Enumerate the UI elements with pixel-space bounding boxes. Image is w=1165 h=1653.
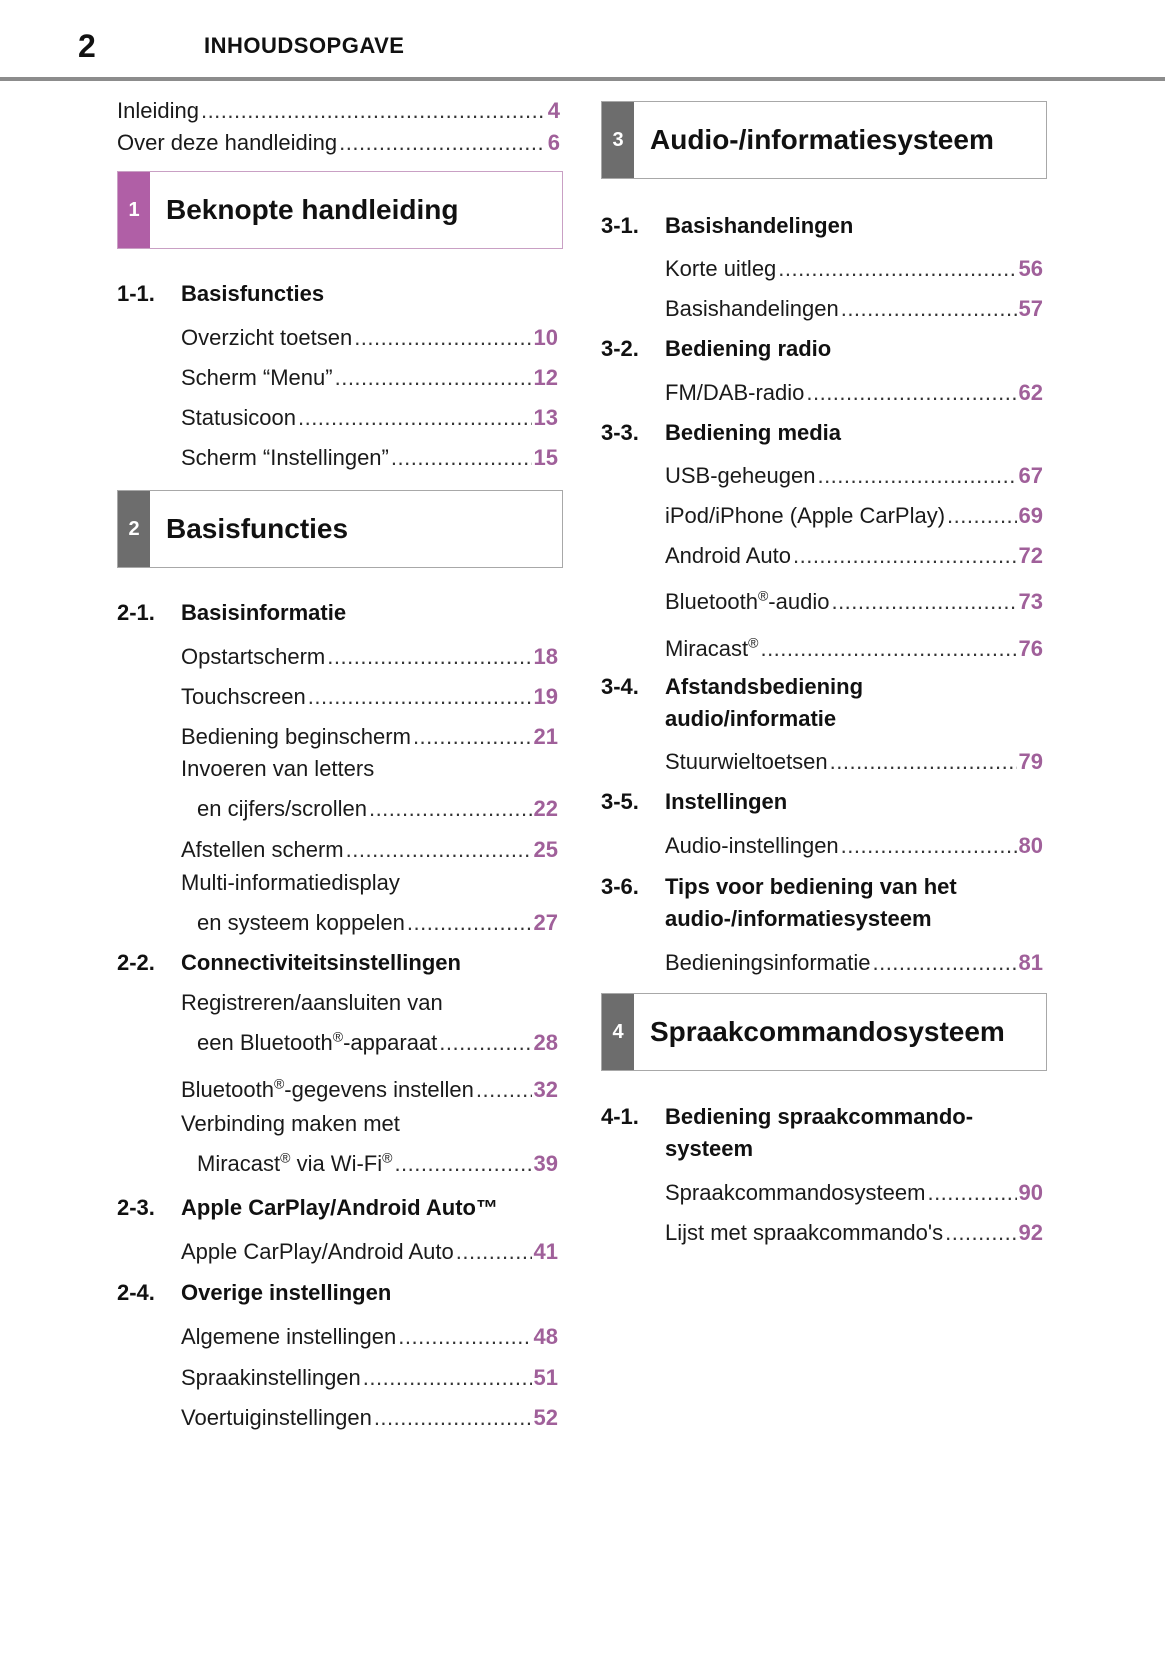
- page-ref: 92: [1018, 1220, 1043, 1245]
- section-title: Beknopte handleiding: [166, 194, 459, 225]
- page-ref: 6: [547, 130, 560, 155]
- page-ref: 15: [533, 445, 558, 470]
- subsection-heading: 2-1. Basisinformatie: [117, 600, 347, 625]
- page-ref: 28: [533, 1030, 558, 1055]
- subsection-heading: 4-1. Bediening spraakcommando- systeem: [601, 1104, 974, 1161]
- toc-entry[interactable]: Voertuiginstellingen ..... 52: [181, 1397, 558, 1431]
- page-ref: 56: [1018, 256, 1043, 281]
- toc-entry[interactable]: Algemene instellingen ..... 48: [181, 1316, 558, 1350]
- page-ref: 10: [533, 325, 558, 350]
- toc-entry[interactable]: Bedieningsinformatie ..... 81: [665, 942, 1043, 976]
- header-divider: [0, 77, 1165, 81]
- subsection-heading: 3-5. Instellingen: [601, 789, 788, 814]
- page-ref: 51: [533, 1365, 558, 1390]
- toc-entry[interactable]: Registreren/aansluiten van een Bluetooth®-apparaat ..... 28: [181, 1022, 558, 1056]
- subsection-heading: 3-3. Bediening media: [601, 420, 842, 445]
- section-number-tab: 2: [118, 491, 150, 567]
- toc-entry[interactable]: Touchscreen ..... 19: [181, 676, 558, 710]
- page-ref: 13: [533, 405, 558, 430]
- page-ref: 41: [533, 1239, 558, 1264]
- page-ref: 52: [533, 1405, 558, 1430]
- section-header-2[interactable]: [117, 490, 563, 568]
- subsection-heading: 2-3. Apple CarPlay/Android Auto™: [117, 1195, 498, 1220]
- page-ref: 67: [1018, 463, 1043, 488]
- section-title: Basisfuncties: [166, 513, 349, 544]
- page-ref: 18: [533, 644, 558, 669]
- toc-entry[interactable]: Scherm “Menu” ..... 12: [181, 357, 558, 391]
- page-ref: 12: [533, 365, 558, 390]
- subsection-heading: 1-1. Basisfuncties: [117, 281, 325, 306]
- page-ref: 25: [533, 837, 558, 862]
- toc-entry[interactable]: Stuurwieltoetsen ..... 79: [665, 741, 1043, 775]
- toc-entry[interactable]: Overzicht toetsen ..... 10: [181, 317, 558, 351]
- toc-entry[interactable]: Spraakinstellingen ..... 51: [181, 1357, 558, 1391]
- toc-entry[interactable]: Audio-instellingen ..... 80: [665, 825, 1043, 859]
- page-ref: 62: [1018, 380, 1043, 405]
- section-title: Spraakcommandosysteem: [650, 1016, 1005, 1047]
- page-ref: 79: [1018, 749, 1043, 774]
- section-header-1[interactable]: [117, 171, 563, 249]
- toc-entry[interactable]: Invoeren van letters en cijfers/scrollen ..... 22: [181, 788, 558, 822]
- toc-entry[interactable]: Opstartscherm ..... 18: [181, 636, 558, 670]
- section-header-4[interactable]: [601, 993, 1047, 1071]
- page-ref: 73: [1018, 589, 1043, 614]
- page-header: [0, 0, 1165, 82]
- page-ref: 19: [533, 684, 558, 709]
- section-header-3[interactable]: [601, 101, 1047, 179]
- toc-entry[interactable]: Statusicoon ..... 13: [181, 397, 558, 431]
- page-ref: 76: [1018, 636, 1043, 661]
- page-ref: 39: [533, 1151, 558, 1176]
- toc-entry[interactable]: Bediening beginscherm ..... 21: [181, 716, 558, 750]
- section-number-tab: 3: [602, 102, 634, 178]
- page-ref: 22: [533, 796, 558, 821]
- toc-entry[interactable]: Verbinding maken met Miracast® via Wi-Fi® ..... 39: [181, 1143, 558, 1177]
- toc-entry[interactable]: iPod/iPhone (Apple CarPlay) ..... 69: [665, 495, 1043, 529]
- toc-entry[interactable]: Lijst met spraakcommando's ..... 92: [665, 1212, 1043, 1246]
- toc-entry[interactable]: Scherm “Instellingen” ..... 15: [181, 437, 558, 471]
- toc-entry[interactable]: Basishandelingen ..... 57: [665, 288, 1043, 322]
- toc-entry[interactable]: Bluetooth®-audio ..... 73: [665, 581, 1043, 615]
- toc-entry[interactable]: Multi-informatiedisplay en systeem koppelen ..... 27: [181, 902, 558, 936]
- page-ref: 21: [533, 724, 558, 749]
- page-ref: 57: [1018, 296, 1043, 321]
- toc-entry[interactable]: Korte uitleg ..... 56: [665, 248, 1043, 282]
- subsection-heading: 2-4. Overige instellingen: [117, 1280, 392, 1305]
- toc-entry[interactable]: Bluetooth®-gegevens instellen ..... 32: [181, 1069, 558, 1103]
- page-ref: 80: [1018, 833, 1043, 858]
- subsection-heading: 3-1. Basishandelingen: [601, 213, 854, 238]
- page-ref: 48: [533, 1324, 558, 1349]
- subsection-heading: 3-4. Afstandsbediening audio/informatie: [601, 674, 864, 731]
- toc-entry[interactable]: Over deze handleiding ..... 6: [117, 122, 560, 156]
- page-number: 2: [78, 28, 96, 64]
- toc-entry[interactable]: Miracast® ..... 76: [665, 628, 1043, 662]
- subsection-heading: 2-2. Connectiviteitsinstellingen: [117, 950, 461, 975]
- subsection-heading: 3-6. Tips voor bediening van het audio-/informatiesysteem: [601, 874, 957, 931]
- toc-entry[interactable]: Apple CarPlay/Android Auto ..... 41: [181, 1231, 558, 1265]
- toc-entry[interactable]: USB-geheugen ..... 67: [665, 455, 1043, 489]
- toc-entry[interactable]: Afstellen scherm ..... 25: [181, 829, 558, 863]
- toc-entry[interactable]: FM/DAB-radio ..... 62: [665, 372, 1043, 406]
- page-ref: 72: [1018, 543, 1043, 568]
- page-ref: 90: [1018, 1180, 1043, 1205]
- page-ref: 69: [1018, 503, 1043, 528]
- toc-entry[interactable]: Android Auto ..... 72: [665, 535, 1043, 569]
- section-number-tab: 1: [118, 172, 150, 248]
- section-title: Audio-/informatiesysteem: [650, 124, 994, 155]
- page-ref: 32: [533, 1077, 558, 1102]
- subsection-heading: 3-2. Bediening radio: [601, 336, 832, 361]
- toc-entry[interactable]: Inleiding ..... 4: [117, 90, 560, 124]
- page-ref: 81: [1018, 950, 1043, 975]
- page-ref: 4: [547, 98, 560, 123]
- toc-entry[interactable]: Spraakcommandosysteem ..... 90: [665, 1172, 1043, 1206]
- page-title: INHOUDSOPGAVE: [204, 33, 405, 58]
- page-ref: 27: [533, 910, 558, 935]
- section-number-tab: 4: [602, 994, 634, 1070]
